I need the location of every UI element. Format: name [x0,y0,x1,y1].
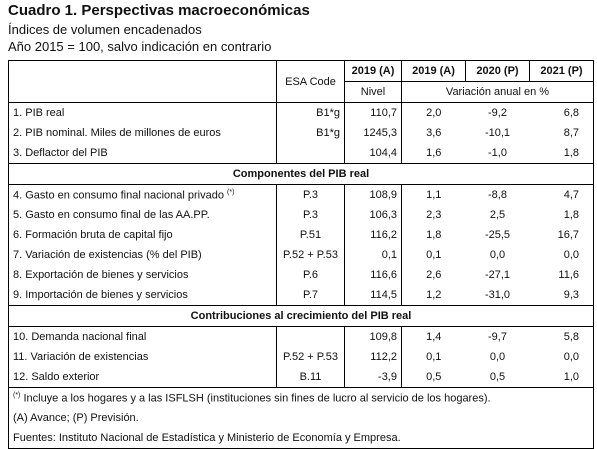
row-label: 12. Saldo exterior [9,367,277,388]
row-2019: 1,8 [426,229,442,241]
row-code: P.51 [277,225,345,245]
row-2020: 2,5 [489,209,506,221]
row-2021: 5,8 [530,327,594,348]
header-esa-code: ESA Code [277,61,345,103]
footnote-legend: (A) Avance; (P) Previsión. [9,408,594,428]
footnote-sources: Fuentes: Instituto Nacional de Estadística y Ministerio de Economía y Empresa. [9,428,594,449]
row-2021: 0,0 [530,347,594,367]
table-row [9,327,594,348]
row-label: 6. Formación bruta de capital fijo [9,225,277,245]
row-2019: 1,6 [426,147,442,159]
row-nivel: -3,9 [345,367,402,388]
row-2019: 0,5 [402,367,466,388]
row-2020: -9,2 [466,103,530,124]
row-2021: 6,8 [530,103,594,124]
row-label: 7. Variación de existencias (% del PIB) [9,245,277,265]
row-nivel: 108,9 [345,185,402,206]
section-contributions-title: Contribuciones al crecimiento del PIB real [9,306,594,327]
table-row [9,367,594,388]
footnote-households [9,388,594,409]
row-2021: 9,3 [530,285,594,306]
row-2019: 1,2 [426,289,442,301]
row-code: B1*g [277,103,345,124]
header-2019a-level: 2019 (A) [345,61,402,82]
row-2019: 3,6 [426,127,442,139]
row-2019: 0,1 [426,249,442,261]
row-label: 2. PIB nominal. Miles de millones de euros [9,123,277,143]
row-code: P.6 [277,265,345,285]
footnote-row [9,428,594,449]
row-nivel: 114,5 [345,285,402,306]
header-variacion: Variación anual en % [402,82,594,103]
row-code: P.7 [277,285,345,306]
row-code [277,327,345,348]
row-2020: -1,0 [488,147,507,159]
row-2020: 0,5 [466,367,530,388]
row-2021: 1,8 [530,143,594,164]
row-2021: 1,0 [530,367,594,388]
row-label: 3. Deflactor del PIB [9,143,277,164]
row-2019: 1,4 [426,331,442,343]
row-label-text: 4. Gasto en consumo final nacional privado [13,189,224,202]
footnote-row [9,408,594,428]
row-2020: -31,0 [484,289,511,301]
table-title: Cuadro 1. Perspectivas macroeconómicas [8,2,310,19]
table-row [9,103,594,124]
row-code: P.52 + P.53 [277,245,345,265]
footnote-households-text: Incluye a los hogares y a las ISFLSH (instituciones sin fines de lucro al servicio de los hogares). [20,392,491,405]
table-row [9,245,594,265]
footnote-marker: (*) [13,391,21,399]
row-2021: 1,8 [530,205,594,225]
row-nivel: 116,2 [345,225,402,245]
table-row [9,143,594,164]
table-row [9,347,594,367]
row-2019: 2,3 [426,209,442,221]
row-2020: 0,0 [489,351,506,363]
header-row-1 [9,61,594,82]
row-2021: 11,6 [530,265,594,285]
row-label: 8. Exportación de bienes y servicios [9,265,277,285]
header-blank-2 [9,82,277,103]
row-2021: 0,0 [530,245,594,265]
row-nivel: 109,8 [345,327,402,348]
table-row [9,205,594,225]
header-2021p: 2021 (P) [530,61,594,82]
header-2020p: 2020 (P) [466,61,530,82]
header-2019a: 2019 (A) [402,61,466,82]
section-components-title: Componentes del PIB real [9,164,594,185]
row-label: 5. Gasto en consumo final de las AA.PP. [9,205,277,225]
row-code [277,143,345,164]
row-nivel: 104,4 [345,143,402,164]
row-code: P.52 + P.53 [277,347,345,367]
row-2020: -10,1 [484,127,511,139]
footnote-marker: (*) [227,188,235,196]
table-row [9,265,594,285]
header-nivel: Nivel [345,82,402,103]
row-2019: 2,0 [402,103,466,124]
row-code: P.3 [277,205,345,225]
macro-outlook-table [8,60,594,449]
row-nivel: 106,3 [345,205,402,225]
table-row [9,225,594,245]
row-2020: -9,7 [488,331,507,343]
footnote-row [9,388,594,409]
row-2020: -27,1 [484,269,511,281]
row-nivel: 116,6 [345,265,402,285]
row-nivel: 110,7 [345,103,402,124]
row-nivel: 112,2 [345,347,402,367]
row-label: 9. Importación de bienes y servicios [9,285,277,306]
row-2021: 16,7 [530,225,594,245]
section-header-row [9,306,594,327]
table-subtitle-units: Índices de volumen encadenados [8,22,202,37]
row-2019: 1,1 [426,189,442,201]
row-code: B1*g [277,123,345,143]
row-label: 11. Variación de existencias [9,347,277,367]
row-nivel: 0,1 [345,245,402,265]
table-row [9,285,594,306]
row-2019: 2,6 [426,269,442,281]
table-subtitle-base-year: Año 2015 = 100, salvo indicación en contrario [8,39,272,54]
row-code: P.3 [277,185,345,206]
table-row [9,185,594,206]
row-label [9,185,277,206]
row-2020: -25,5 [484,229,511,241]
row-2021: 8,7 [530,123,594,143]
row-label: 10. Demanda nacional final [9,327,277,348]
row-2019: 0,1 [426,351,442,363]
row-label: 1. PIB real [9,103,277,124]
section-header-row [9,164,594,185]
row-2021: 4,7 [530,185,594,206]
row-nivel: 1245,3 [345,123,402,143]
row-2020: -8,8 [488,189,507,201]
table-row [9,123,594,143]
row-code: B.11 [277,367,345,388]
row-2020: 0,0 [489,249,506,261]
header-blank [9,61,277,82]
